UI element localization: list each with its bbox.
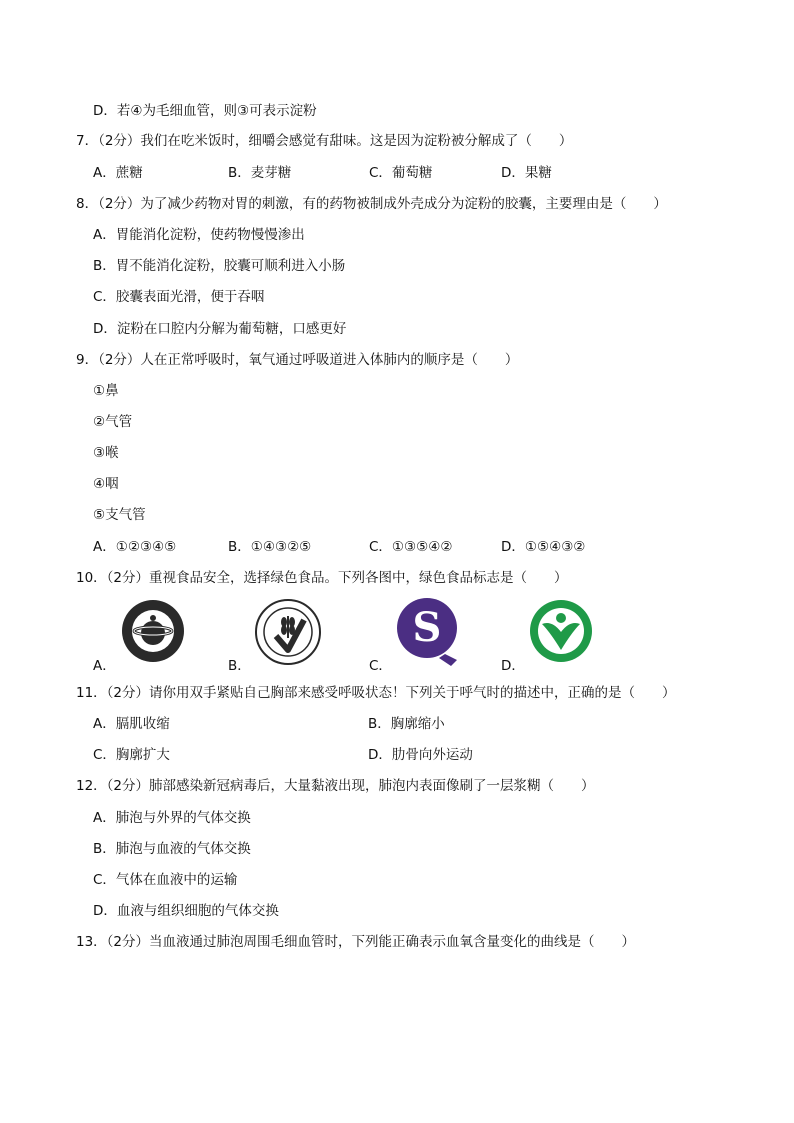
q8-stem: 8．（2分）为了减少药物对胃的刺激，有的药物被制成外壳成分为淀粉的胶囊，主要理由是（ ） bbox=[76, 196, 667, 212]
q8-option-c: C．胶囊表面光滑，便于吞咽 bbox=[93, 289, 265, 305]
q11-option-c: C．胸廓扩大 bbox=[93, 747, 170, 763]
q10-option-b bbox=[228, 598, 358, 678]
q9-option-c: C．①③⑤④② bbox=[369, 539, 453, 555]
q6-option-d: D．若④为毛细血管，则③可表示淀粉 bbox=[93, 103, 317, 119]
q9-option-a: A．①②③④⑤ bbox=[93, 539, 177, 555]
q11-stem: 11．（2分）请你用双手紧贴自己胸部来感受呼吸状态！下列关于呼气时的描述中，正确的是（ ） bbox=[76, 685, 676, 701]
q11-option-b: B．胸廓缩小 bbox=[368, 716, 445, 732]
q10-option-a bbox=[93, 598, 223, 678]
q13-stem: 13．（2分）当血液通过肺泡周围毛细血管时，下列能正确表示血氧含量变化的曲线是（ ） bbox=[76, 934, 636, 950]
q10-logo-options bbox=[93, 598, 653, 678]
q7-option-a: A．蔗糖 bbox=[93, 165, 143, 181]
q7-option-b: B．麦芽糖 bbox=[228, 165, 292, 181]
svg-text:S: S bbox=[412, 604, 442, 651]
q10-stem: 10．（2分）重视食品安全，选择绿色食品。下列各图中，绿色食品标志是（ ） bbox=[76, 570, 568, 586]
q9-item-4: ④咽 bbox=[93, 476, 119, 492]
q12-option-d: D．血液与组织细胞的气体交换 bbox=[93, 903, 279, 919]
q9-option-b: B．①④③②⑤ bbox=[228, 539, 312, 555]
q8-option-d: D．淀粉在口腔内分解为葡萄糖，口感更好 bbox=[93, 321, 347, 337]
q8-option-b: B．胃不能消化淀粉，胶囊可顺利进入小肠 bbox=[93, 258, 346, 274]
pollution-free-logo-icon bbox=[254, 598, 322, 666]
q9-item-2: ②气管 bbox=[93, 414, 133, 430]
q7-option-c: C．葡萄糖 bbox=[369, 165, 433, 181]
q10-option-a-label: A． bbox=[93, 658, 116, 674]
organic-logo-icon bbox=[120, 598, 186, 664]
q11-option-d: D．肋骨向外运动 bbox=[368, 747, 473, 763]
q11-option-a: A．膈肌收缩 bbox=[93, 716, 170, 732]
q12-option-b: B．肺泡与血液的气体交换 bbox=[93, 841, 251, 857]
q10-option-d-label: D． bbox=[501, 658, 525, 674]
q12-option-c: C．气体在血液中的运输 bbox=[93, 872, 238, 888]
q12-stem: 12．（2分）肺部感染新冠病毒后，大量黏液出现，肺泡内表面像刷了一层浆糊（ ） bbox=[76, 778, 595, 794]
q10-option-d bbox=[501, 598, 631, 678]
green-food-logo-icon bbox=[528, 598, 594, 664]
q9-item-5: ⑤支气管 bbox=[93, 507, 146, 523]
q10-option-c-label: C． bbox=[369, 658, 392, 674]
q12-option-a: A．肺泡与外界的气体交换 bbox=[93, 810, 251, 826]
q9-option-d: D．①⑤④③② bbox=[501, 539, 586, 555]
q9-stem: 9．（2分）人在正常呼吸时，氧气通过呼吸道进入体肺内的顺序是（ ） bbox=[76, 352, 519, 368]
qs-logo-icon bbox=[395, 596, 459, 666]
q9-item-1: ①鼻 bbox=[93, 383, 119, 399]
q9-item-3: ③喉 bbox=[93, 445, 119, 461]
q7-stem: 7．（2分）我们在吃米饭时，细嚼会感觉有甜味。这是因为淀粉被分解成了（ ） bbox=[76, 133, 573, 149]
q7-option-d: D．果糖 bbox=[501, 165, 552, 181]
q8-option-a: A．胃能消化淀粉，使药物慢慢渗出 bbox=[93, 227, 305, 243]
q10-option-c bbox=[369, 598, 499, 678]
q10-option-b-label: B． bbox=[228, 658, 251, 674]
